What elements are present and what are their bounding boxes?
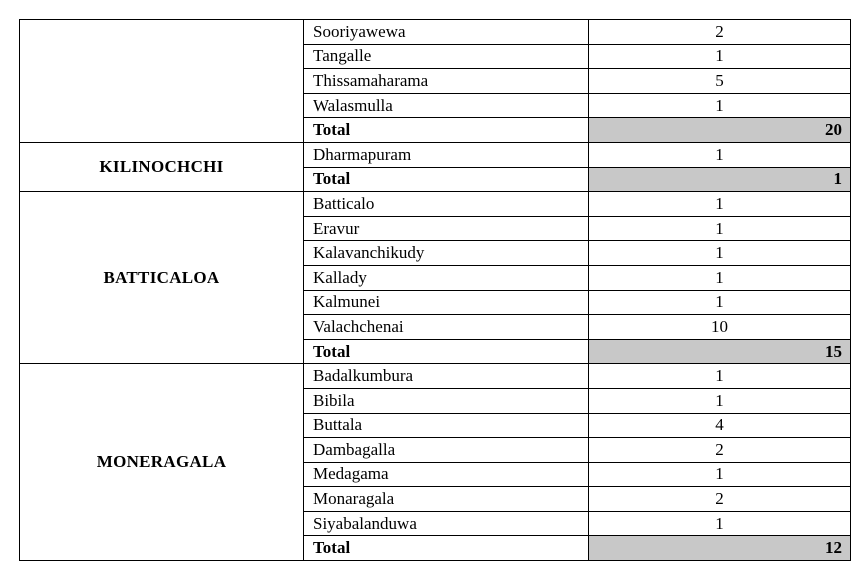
location-name-cell: Dharmapuram [304, 142, 589, 167]
location-count-cell: 2 [589, 438, 851, 463]
location-count-cell: 10 [589, 315, 851, 340]
location-name-cell: Buttala [304, 413, 589, 438]
total-label-cell: Total [304, 339, 589, 364]
location-name-cell: Batticalo [304, 192, 589, 217]
location-name-cell: Badalkumbura [304, 364, 589, 389]
location-name-cell: Walasmulla [304, 93, 589, 118]
location-count-cell: 1 [589, 142, 851, 167]
location-count-cell: 1 [589, 511, 851, 536]
district-name-cell: BATTICALOA [20, 192, 304, 364]
total-value-cell: 1 [589, 167, 851, 192]
table-row [20, 192, 851, 217]
location-count-cell: 1 [589, 93, 851, 118]
total-label-cell: Total [304, 167, 589, 192]
location-count-cell: 5 [589, 69, 851, 94]
location-count-cell: 1 [589, 192, 851, 217]
location-count-cell: 1 [589, 216, 851, 241]
location-name-cell: Valachchenai [304, 315, 589, 340]
district-name-cell: MONERAGALA [20, 364, 304, 561]
location-name-cell: Bibila [304, 388, 589, 413]
table-row [20, 142, 851, 167]
table-row [20, 364, 851, 389]
table-body [20, 20, 851, 561]
location-name-cell: Kallady [304, 265, 589, 290]
location-count-cell: 1 [589, 364, 851, 389]
total-value-cell: 15 [589, 339, 851, 364]
location-name-cell: Medagama [304, 462, 589, 487]
location-name-cell: Siyabalanduwa [304, 511, 589, 536]
location-name-cell: Tangalle [304, 44, 589, 69]
location-count-cell: 2 [589, 20, 851, 45]
location-name-cell: Thissamaharama [304, 69, 589, 94]
table-row [20, 20, 851, 45]
location-name-cell: Kalmunei [304, 290, 589, 315]
total-label-cell: Total [304, 536, 589, 561]
location-name-cell: Monaragala [304, 487, 589, 512]
district-name-cell: KILINOCHCHI [20, 142, 304, 191]
location-count-cell: 1 [589, 44, 851, 69]
location-count-cell: 1 [589, 241, 851, 266]
location-count-cell: 1 [589, 265, 851, 290]
district-name-cell [20, 20, 304, 143]
location-count-cell: 1 [589, 290, 851, 315]
location-name-cell: Kalavanchikudy [304, 241, 589, 266]
location-count-cell: 1 [589, 388, 851, 413]
location-count-cell: 2 [589, 487, 851, 512]
district-location-table [19, 19, 851, 561]
location-count-cell: 4 [589, 413, 851, 438]
location-name-cell: Dambagalla [304, 438, 589, 463]
location-name-cell: Sooriyawewa [304, 20, 589, 45]
total-value-cell: 12 [589, 536, 851, 561]
location-count-cell: 1 [589, 462, 851, 487]
total-value-cell: 20 [589, 118, 851, 143]
location-name-cell: Eravur [304, 216, 589, 241]
total-label-cell: Total [304, 118, 589, 143]
